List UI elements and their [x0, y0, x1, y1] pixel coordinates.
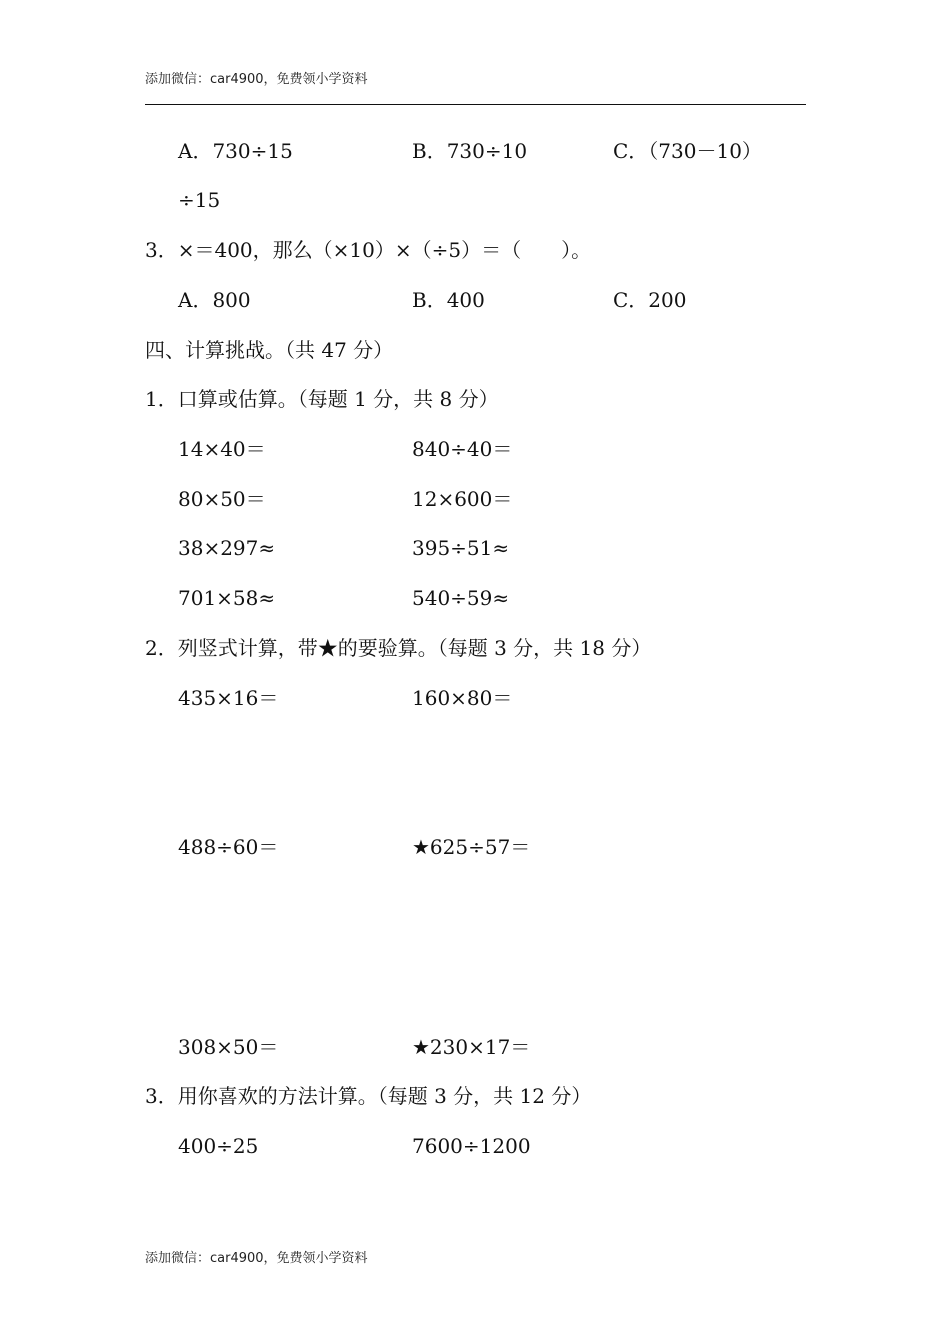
- exercise-item: 540÷59≈: [412, 586, 510, 610]
- exercise-item: 14×40＝: [178, 437, 266, 461]
- exercise-item: 400÷25: [178, 1134, 259, 1158]
- q3-option-c: C．200: [613, 288, 687, 312]
- q3-option-b: B．400: [412, 288, 485, 312]
- exercise-item: 12×600＝: [412, 487, 513, 511]
- q2-option-b: B．730÷10: [412, 139, 528, 163]
- part3-title: 3．用你喜欢的方法计算。（每题 3 分，共 12 分）: [145, 1084, 592, 1108]
- q2-option-c: C．（730－10）: [613, 139, 762, 163]
- section-title: 四、计算挑战。（共 47 分）: [145, 338, 394, 362]
- exercise-item: 80×50＝: [178, 487, 266, 511]
- exercise-item: 701×58≈: [178, 586, 276, 610]
- exercise-item: 308×50＝: [178, 1035, 279, 1059]
- exercise-item-starred: ★625÷57＝: [412, 835, 531, 859]
- exercise-item: 435×16＝: [178, 686, 279, 710]
- exercise-item: 7600÷1200: [412, 1134, 531, 1158]
- part2-title: 2．列竖式计算，带★的要验算。（每题 3 分，共 18 分）: [145, 636, 652, 660]
- exercise-item: 38×297≈: [178, 536, 276, 560]
- header-divider: [145, 104, 806, 105]
- q3-text: 3．×＝400，那么（×10）×（÷5）＝（ ）。: [145, 238, 592, 262]
- q3-option-a: A．800: [178, 288, 251, 312]
- exercise-item: 395÷51≈: [412, 536, 510, 560]
- page-header: 添加微信：car4900，免费领小学资料: [145, 72, 368, 87]
- q2-option-a: A．730÷15: [178, 139, 293, 163]
- exercise-item: 160×80＝: [412, 686, 513, 710]
- exercise-item: 840÷40＝: [412, 437, 513, 461]
- page-footer: 添加微信：car4900，免费领小学资料: [145, 1251, 368, 1266]
- q2-option-c-continued: ÷15: [178, 188, 221, 212]
- exercise-item-starred: ★230×17＝: [412, 1035, 531, 1059]
- exercise-item: 488÷60＝: [178, 835, 279, 859]
- part1-title: 1．口算或估算。（每题 1 分，共 8 分）: [145, 387, 499, 411]
